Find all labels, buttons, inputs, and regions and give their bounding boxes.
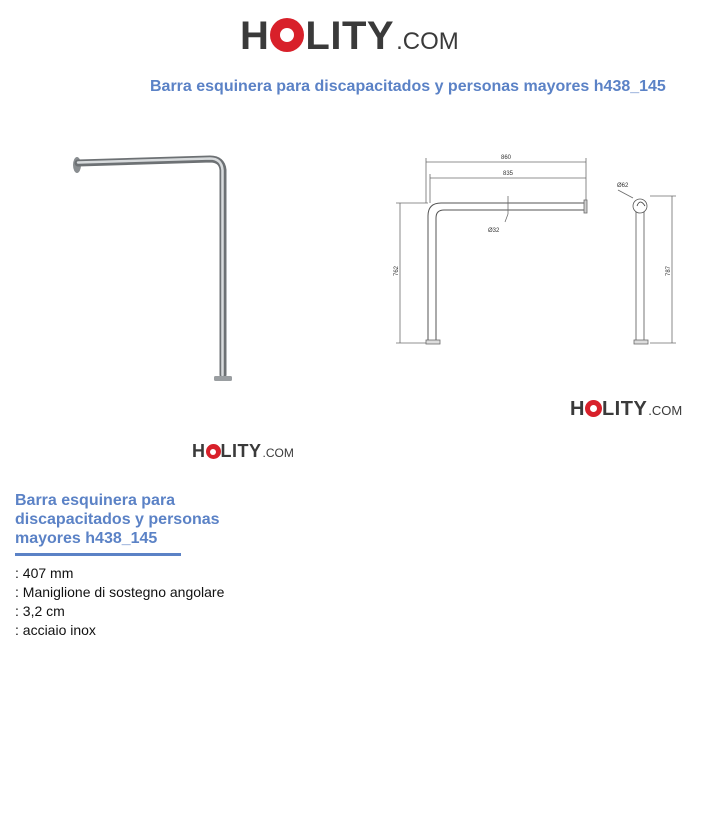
dim-side-height: 787 (666, 265, 672, 276)
spec-item: : 407 mm (15, 565, 74, 581)
product-photo (60, 150, 250, 390)
dim-diameter: Ø32 (488, 228, 500, 234)
product-title: Barra esquinera para discapacitados y personas mayores h438_145 (15, 492, 220, 547)
spec-item: : acciaio inox (15, 622, 96, 638)
logo-o-icon (206, 444, 221, 459)
logo-suffix: .COM (262, 446, 294, 460)
brand-logo[interactable]: H LITY .COM (240, 14, 459, 58)
dim-flange: Ø62 (617, 183, 629, 189)
technical-drawing (388, 148, 688, 358)
title-divider (15, 553, 181, 556)
logo-o-icon (585, 400, 602, 417)
spec-item: : Maniglione di sostegno angolare (15, 584, 225, 600)
logo-o-icon (270, 18, 304, 52)
brand-logo-drawing: H LITY .COM (570, 398, 683, 420)
brand-logo-photo: H LITY .COM (192, 441, 294, 461)
dim-height: 762 (394, 265, 400, 276)
logo-suffix: .COM (648, 403, 683, 418)
spec-list (15, 564, 224, 640)
spec-item: : 3,2 cm (15, 603, 65, 619)
logo-suffix: .COM (396, 28, 459, 55)
page-title: Barra esquinera para discapacitados y personas mayores h438_145 (150, 78, 666, 95)
dim-overall: 860 (501, 155, 512, 161)
dim-inner: 835 (503, 171, 514, 177)
